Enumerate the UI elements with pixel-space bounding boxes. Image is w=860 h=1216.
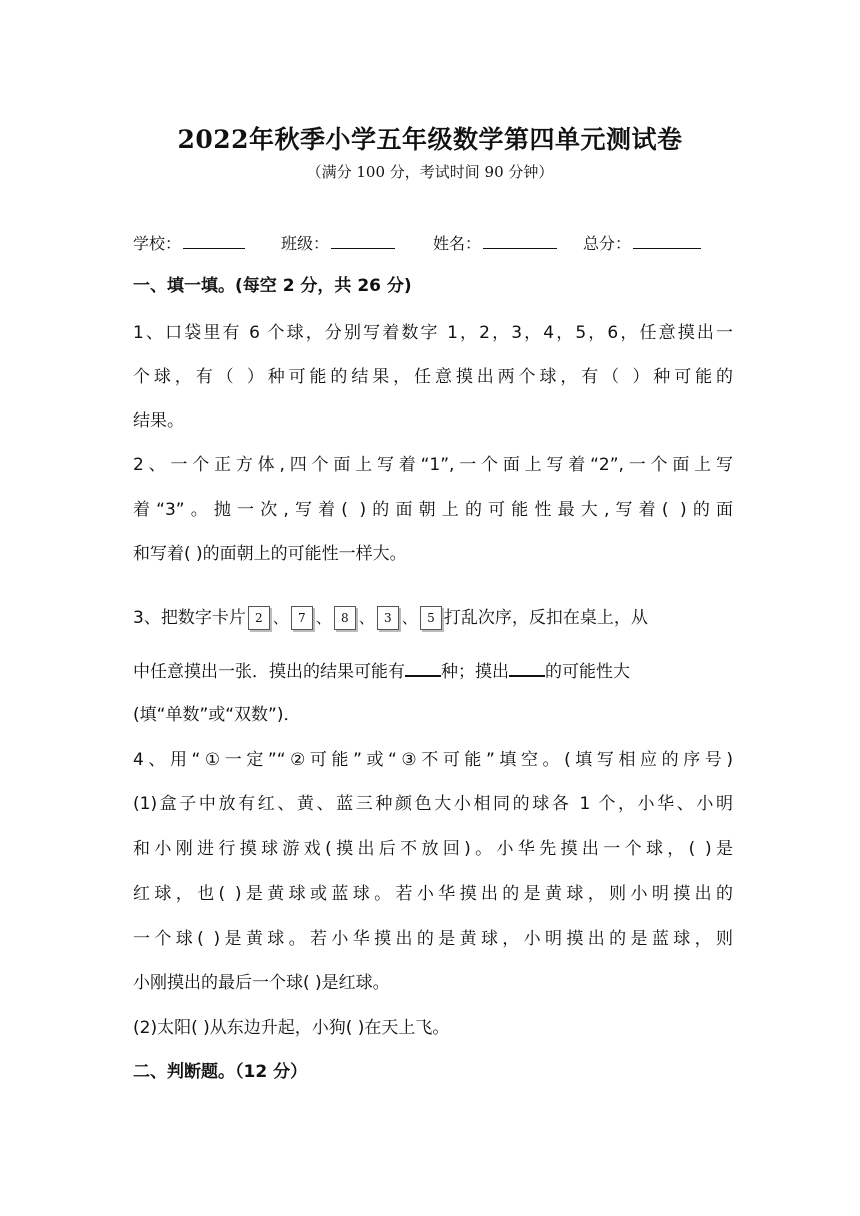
q4-line-4: 红球，也( )是黄球或蓝球。若小华摸出的是黄球，则小明摸出的 <box>133 884 733 904</box>
name-field <box>433 230 583 254</box>
class-blank[interactable] <box>331 230 395 249</box>
section-1-heading: 一、填一填。(每空 2 分，共 26 分) <box>133 276 412 296</box>
number-card: 2 <box>248 606 270 630</box>
q4-line-2: (1)盒子中放有红、黄、蓝三种颜色大小相同的球各 1 个，小华、小明 <box>133 794 733 814</box>
card-separator: 、 <box>401 609 417 627</box>
card-separator: 、 <box>315 609 331 627</box>
q3-suffix: 打乱次序，反扣在桌上，从 <box>443 608 648 628</box>
q4-line-6: 小刚摸出的最后一个球( )是红球。 <box>133 973 390 993</box>
section-2-heading: 二、判断题。（12 分） <box>133 1062 308 1082</box>
q4-line-3: 和小刚进行摸球游戏(摸出后不放回)。小华先摸出一个球，( )是 <box>133 839 733 859</box>
number-card: 3 <box>377 606 399 630</box>
number-cards <box>248 606 442 630</box>
q3-prefix: 3、把数字卡片 <box>133 608 246 628</box>
q4-line-5: 一个球( )是黄球。若小华摸出的是黄球，小明摸出的是蓝球，则 <box>133 929 733 949</box>
card-separator: 、 <box>358 609 374 627</box>
q1-line-2: 个球，有（ ）种可能的结果，任意摸出两个球，有（ ）种可能的 <box>133 367 733 387</box>
q3-line-3: (填“单数”或“双数”)． <box>133 705 301 725</box>
score-blank[interactable] <box>633 230 701 249</box>
q2-line-2: 着“3”。抛一次,写着( )的面朝上的可能性最大,写着( )的面 <box>133 500 733 520</box>
class-label: 班级： <box>281 234 330 253</box>
q3-line-2 <box>133 659 733 683</box>
score-label: 总分： <box>583 234 632 253</box>
name-blank[interactable] <box>483 230 557 249</box>
q2-line-3: 和写着( )的面朝上的可能性一样大。 <box>133 544 407 564</box>
number-card: 8 <box>334 606 356 630</box>
school-blank[interactable] <box>183 230 245 249</box>
exam-subtitle: （满分 100 分，考试时间 90 分钟） <box>306 163 554 181</box>
q3-line2-part-b: 种；摸出 <box>441 662 509 682</box>
answer-blank[interactable] <box>509 659 545 677</box>
q1-line-1: 1、口袋里有 6 个球，分别写着数字 1，2，3，4，5，6，任意摸出一 <box>133 323 733 343</box>
exam-title: 2022年秋季小学五年级数学第四单元测试卷 <box>177 125 683 154</box>
answer-blank[interactable] <box>405 659 441 677</box>
score-field <box>583 230 733 254</box>
number-card: 7 <box>291 606 313 630</box>
q3-line-1 <box>133 606 733 630</box>
class-field <box>281 230 433 254</box>
school-field <box>133 230 281 254</box>
name-label: 姓名： <box>433 234 482 253</box>
q2-line-1: 2、一个正方体,四个面上写着“1”,一个面上写着“2”,一个面上写 <box>133 455 733 475</box>
q3-line2-part-a: 中任意摸出一张．摸出的结果可能有 <box>133 662 405 682</box>
student-info-row <box>133 230 733 254</box>
q3-line2-part-c: 的可能性大 <box>545 662 630 682</box>
number-card: 5 <box>420 606 442 630</box>
school-label: 学校： <box>133 234 182 253</box>
q1-line-3: 结果。 <box>133 411 184 431</box>
card-separator: 、 <box>272 609 288 627</box>
q4-line-1: 4、用“①一定”“②可能”或“③不可能”填空。(填写相应的序号) <box>133 750 733 770</box>
q4-line-7: (2)太阳( )从东边升起，小狗( )在天上飞。 <box>133 1018 450 1038</box>
